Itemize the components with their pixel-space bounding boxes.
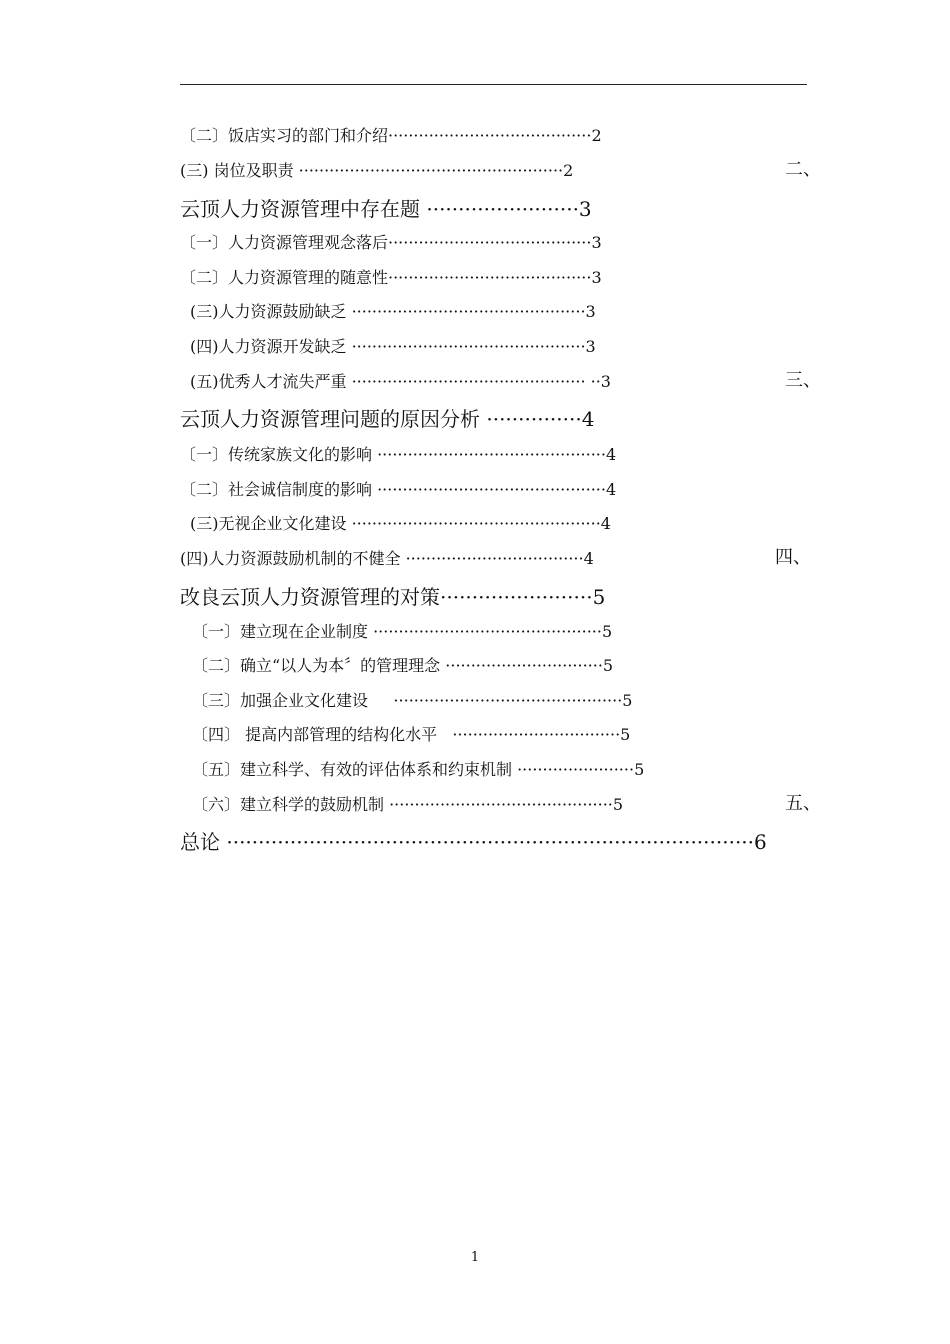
chapter-number: 五、 (785, 793, 821, 814)
toc-entry: 〔一〕传统家族文化的影响 ·············································4 (180, 445, 617, 464)
toc-entry: 〔二〕饭店实习的部门和介绍········································2 (180, 126, 602, 145)
chapter-number: 三、 (785, 370, 821, 391)
toc-entry: 〔二〕人力资源管理的随意性········································3 (180, 268, 602, 287)
toc-entry: 〔二〕确立“以人为本〞的管理理念 ·······························5 (192, 656, 614, 675)
chapter-number: 四、 (775, 547, 811, 568)
page-number: 1 (470, 1250, 480, 1265)
toc-chapter-title: 改良云顶人力资源管理的对策························5 (180, 585, 606, 609)
toc-entry: (三)人力资源鼓励缺乏 ··············································3 (190, 302, 596, 321)
toc-entry: (三) 岗位及职责 ····················································2 (180, 161, 574, 180)
header-rule (180, 84, 807, 85)
toc-entry: 〔三〕加强企业文化建设 ·············································5 (192, 691, 633, 710)
toc-chapter-title: 总论 ···················································································6 (180, 830, 767, 854)
toc-entry: 〔四〕 提高内部管理的结构化水平 ·································5 (192, 725, 631, 744)
toc-chapter-title: 云顶人力资源管理中存在题 ························3 (180, 197, 592, 221)
chapter-number: 二、 (785, 159, 821, 180)
toc-entry: 〔五〕建立科学、有效的评估体系和约束机制 ·······················5 (192, 760, 645, 779)
toc-chapter-title: 云顶人力资源管理问题的原因分析 ···············4 (180, 407, 595, 431)
toc-entry: 〔一〕人力资源管理观念落后········································3 (180, 233, 602, 252)
toc-entry: (四)人力资源鼓励机制的不健全 ···································4 (180, 549, 594, 568)
toc-entry: 〔二〕社会诚信制度的影响 ·············································4 (180, 480, 617, 499)
toc-entry: (五)优秀人才流失严重 ·············································· ··3 (190, 372, 611, 391)
toc-entry: 〔六〕建立科学的鼓励机制 ············································5 (192, 795, 624, 814)
toc-entry: (四)人力资源开发缺乏 ··············································3 (190, 337, 596, 356)
toc-entry: (三)无视企业文化建设 ·················································4 (190, 514, 611, 533)
toc-entry: 〔一〕建立现在企业制度 ·············································5 (192, 622, 613, 641)
